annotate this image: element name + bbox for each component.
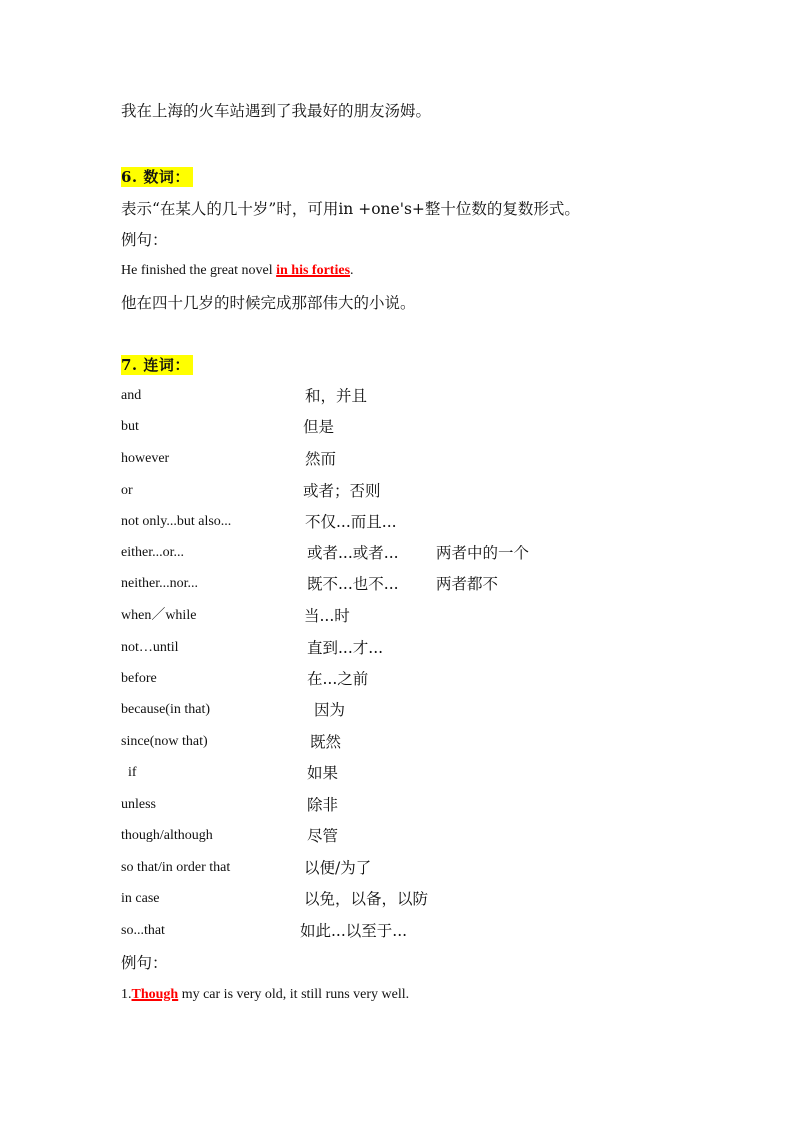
conj-zh: 因为 — [314, 701, 346, 719]
example-en-highlight: in his forties — [276, 263, 351, 278]
conj-row — [121, 763, 681, 783]
conj-zh: 在...之前 — [307, 670, 369, 688]
conj-en: either...or... — [121, 545, 184, 560]
conj-en: and — [121, 388, 142, 403]
conj-row — [121, 606, 681, 626]
section7-example-label: 例句： — [121, 954, 168, 972]
conj-note: 两者中的一个 — [436, 544, 530, 562]
conj-zh: 但是 — [303, 418, 335, 436]
conj-zh: 或者...或者... — [307, 544, 399, 562]
example-rest: my car is very old, it still runs very well. — [178, 987, 410, 1002]
conj-row — [121, 795, 681, 815]
conj-zh: 以免，以备，以防 — [304, 890, 429, 908]
conj-zh: 以便/为了 — [304, 859, 372, 877]
section6-example-label: 例句： — [121, 231, 168, 249]
conj-row — [121, 638, 681, 658]
conj-row — [121, 417, 681, 437]
conj-en: but — [121, 419, 139, 434]
conj-row — [121, 858, 681, 878]
example-number: 1. — [121, 987, 132, 1002]
conj-zh: 尽管 — [307, 827, 339, 845]
conj-zh: 既不...也不... — [307, 575, 399, 593]
conj-en: so that/in order that — [121, 860, 231, 875]
conj-row — [121, 700, 681, 720]
conj-en: though/although — [121, 828, 213, 843]
conj-en: if — [121, 765, 137, 780]
conj-row — [121, 512, 681, 532]
conj-en: neither...nor... — [121, 576, 198, 591]
conj-en: not…until — [121, 640, 179, 655]
intro-sentence: 我在上海的火车站遇到了我最好的朋友汤姆。 — [121, 102, 432, 120]
conj-en: because(in that) — [121, 702, 211, 717]
conj-zh: 和，并且 — [305, 387, 368, 405]
section6-rule: 表示“在某人的几十岁”时，可用in +one's+整十位数的复数形式。 — [121, 200, 580, 218]
conj-row — [121, 449, 681, 469]
conj-zh: 除非 — [307, 796, 339, 814]
conj-en: before — [121, 671, 157, 686]
conj-en: when／while — [121, 608, 197, 623]
example-en-before: He finished the great novel — [121, 263, 277, 278]
conj-row — [121, 732, 681, 752]
section6-example-en — [121, 261, 354, 281]
conj-zh: 直到...才... — [307, 639, 384, 657]
conj-zh: 既然 — [310, 733, 342, 751]
conj-row — [121, 669, 681, 689]
conj-en: since(now that) — [121, 734, 208, 749]
conj-note: 两者都不 — [436, 575, 499, 593]
conj-en: so...that — [121, 923, 165, 938]
section6-heading: 6. 数词： — [121, 167, 193, 187]
conj-row — [121, 826, 681, 846]
conj-row — [121, 889, 681, 909]
conj-en: or — [121, 483, 133, 498]
conj-row — [121, 543, 681, 563]
section7-heading: 7. 连词： — [121, 355, 193, 375]
conj-zh: 然而 — [305, 450, 337, 468]
section7-example — [121, 985, 409, 1005]
section6-heading-wrap — [121, 167, 193, 187]
conj-row — [121, 481, 681, 501]
conj-row — [121, 921, 681, 941]
conj-zh: 当...时 — [304, 607, 350, 625]
conj-en: in case — [121, 891, 160, 906]
conj-row — [121, 574, 681, 594]
conj-row — [121, 386, 681, 406]
conj-zh: 或者；否则 — [303, 482, 381, 500]
section7-heading-wrap — [121, 355, 193, 375]
conj-en: unless — [121, 797, 156, 812]
example-en-after: . — [350, 263, 354, 278]
conj-en: however — [121, 451, 170, 466]
conj-zh: 不仅...而且... — [305, 513, 397, 531]
example-highlight: Though — [131, 987, 179, 1002]
conj-zh: 如果 — [307, 764, 339, 782]
section6-example-zh: 他在四十几岁的时候完成那部伟大的小说。 — [121, 294, 416, 312]
conj-zh: 如此...以至于... — [300, 922, 408, 940]
conj-en: not only...but also... — [121, 514, 232, 529]
